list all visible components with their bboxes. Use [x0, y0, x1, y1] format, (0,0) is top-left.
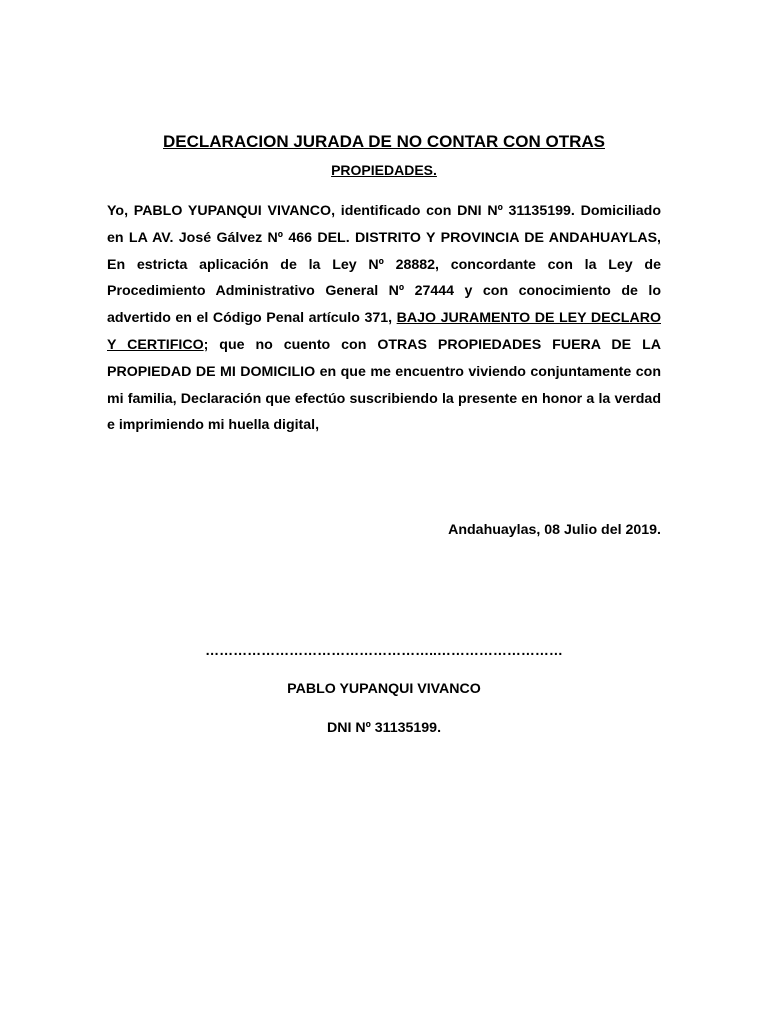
signature-dotted-line: …………………………………………..……………………… [205, 642, 563, 658]
signatory-dni: DNI Nº 31135199. [326, 720, 442, 736]
place-date-line: Andahuaylas, 08 Julio del 2019. [448, 522, 661, 538]
declaration-text-part1: Yo, PABLO YUPANQUI VIVANCO, identificado con DNI Nº 31135199. Domiciliado en LA AV. José Gálvez Nº 466 DEL. DISTRITO Y PROVINCIA DE ANDAHUAYLAS, En estricta aplicación de la Ley Nº 28882, concordante con la Ley de Procedimiento Administrativo General Nº 27444 y con conocimiento de lo advertido en el Código Penal artículo 371, [107, 203, 661, 327]
signatory-name: PABLO YUPANQUI VIVANCO [287, 681, 481, 697]
declaration-oath-underlined: BAJO JURAMENTO DE LEY DECLARO Y CERTIFICO [107, 310, 661, 353]
document-title-text: DECLARACION JURADA DE NO CONTAR CON OTRAS [163, 132, 605, 151]
document-subtitle [0, 160, 768, 180]
declaration-text-part2: ; que no cuento con OTRAS PROPIEDADES FUERA DE LA PROPIEDAD DE MI DOMICILIO en que me encuentro viviendo conjuntamente con mi familia, Declaración que efectúo suscribiendo la presente en honor a la verdad e imprimiendo mi huella digital, [107, 336, 661, 434]
declaration-paragraph [107, 198, 661, 439]
document-subtitle-text: PROPIEDADES. [331, 162, 437, 178]
document-title [0, 131, 768, 153]
